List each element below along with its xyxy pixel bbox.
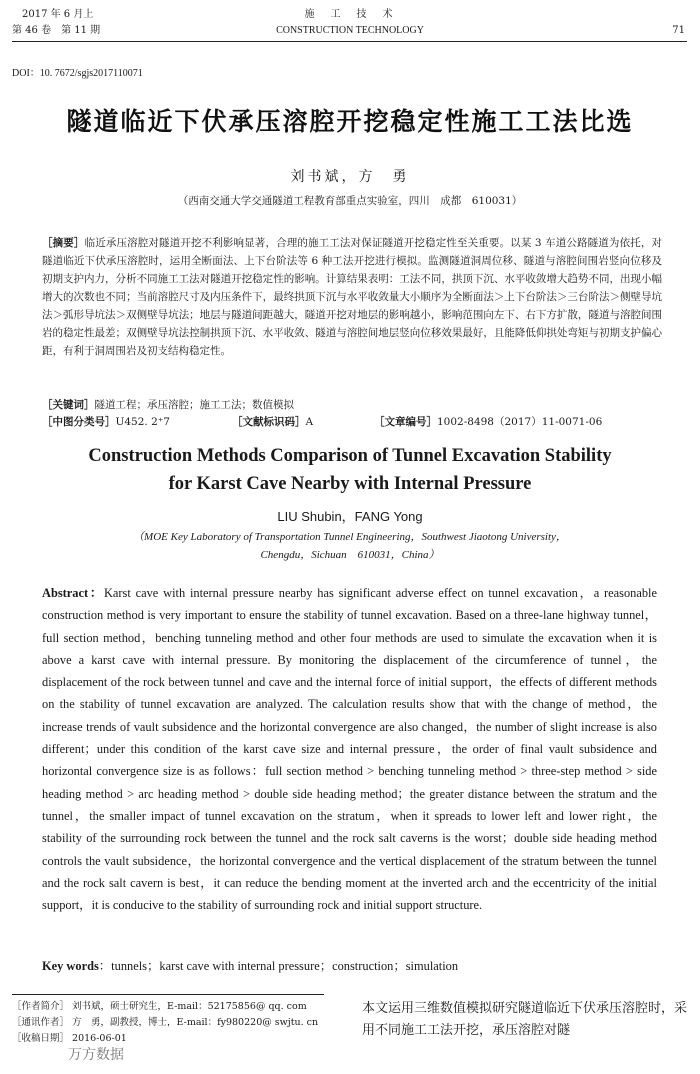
header-date: 2017 年 6 月上 (22, 9, 94, 20)
affiliation-en: （MOE Key Laboratory of Transportation Tunnel Engineering，Southwest Jiaotong University， Chengdu，Sichuan 610031，China） (133, 531, 567, 561)
abstract-en (42, 582, 657, 916)
clc-code: ［中图分类号］U452. 2⁺7 (42, 416, 170, 428)
authors-cn: 刘书斌，方 勇 (290, 169, 410, 185)
document-code: ［文献标识码］A (232, 416, 314, 428)
abstract-en-label: Abstract： (42, 586, 104, 600)
footnote-corresponding: ［通讯作者］ 方 勇，副教授，博士，E-mail：fy980220@ swjtu. cn (12, 1017, 319, 1028)
keywords-en (42, 956, 657, 974)
page-number: 71 (672, 25, 685, 36)
keywords-cn-text: 隧道工程；承压溶腔；施工工法；数值模拟 (94, 399, 294, 411)
header-volume: 第 46 卷 第 11 期 (12, 25, 101, 36)
keywords-cn (42, 396, 662, 414)
authors-en: LIU Shubin，FANG Yong (277, 509, 423, 524)
watermark: 万方数据 (68, 1047, 124, 1063)
affiliation-cn: （西南交通大学交通隧道工程教育部重点实验室，四川 成都 610031） (177, 195, 523, 207)
footnote-rule (12, 994, 324, 995)
header-journal-cn: 施 工 技 术 (304, 9, 396, 20)
abstract-cn-text: 临近承压溶腔对隧道开挖不利影响显著，合理的施工工法对保证隧道开挖稳定性至关重要。以某 3 车道公路隧道为依托，对隧道临近下伏承压溶腔时，运用全断面法、上下台阶法等 6 种工法开挖进行模拟。监测隧道洞周位移、隧道与溶腔间围岩竖向位移及初期支护内力，分析不同施工工法对隧道开挖稳定性的影响。计算结果表明：工法不同，拱顶下沉、水平收敛增大趋势不同，出现小幅增大的次数也不同；当前溶腔尺寸及内压条件下，最终拱顶下沉与水平收敛量大小顺序为全断面法＞上下台阶法＞三台阶法＞侧壁导坑法＞弧形导坑法＞双侧壁导坑法；地层与隧道间距越大，隧道开挖对地层的影响越小，影响范围向左下、右下方扩散，隧道与溶腔间围岩的稳定性最差；双侧壁导坑法控制拱顶下沉、水平收敛、隧道与溶腔间地层竖向位移效果最好，且能降低仰拱处弯矩与初期支护偏心距，有利于洞周围岩及初支结构稳定性。 (42, 237, 662, 357)
title-en-line2: for Karst Cave Nearby with Internal Pressure (168, 474, 532, 494)
title-cn: 隧道临近下伏承压溶腔开挖稳定性施工工法比选 (66, 107, 634, 136)
keywords-en-label: Key words (42, 959, 99, 973)
abstract-cn-label: ［摘要］ (42, 237, 85, 249)
keywords-en-text: ：tunnels；karst cave with internal pressure；construction；simulation (98, 959, 459, 973)
title-en (0, 444, 700, 497)
abstract-en-text: Karst cave with internal pressure nearby has significant adverse effect on tunnel excavation，a reasonable construction method is very important to ensure the stability of tunnel excavation. Based on a three-lane highway tunnel，full section method，benching tunneling method and other four methods are used to simulate the excavation when it is above a karst cave with internal pressure. By monitoring the displacement of the circumference of tunnel，the displacement of the rock between tunnel and cave and the internal force of initial support，the effects of different methods on the stability of tunnel excavation are analyzed. The calculation results show that with the change of method，the increase trends of vault subsidence and the horizontal convergence are also changed，the number of slight increase is also different；under this condition of the karst cave size and internal pressure，the order of final vault subsidence and horizontal convergence size is as follows：full section method > benching tunneling method > three-step method > side heading method > arc heading method > double side heading method；the greater distance between the stratum and the tunnel，the smaller impact of tunnel excavation on the stratum，when it spreads to lower left and lower right，the stability of the surrounding rock between the tunnel and the rock salt caverns is the worst；double side heading method controls the vault subsidence，the horizontal convergence and the vertical displacement of the stratum between the tunnel and the rock salt cavern is best，it can reduce the bending moment at the inverted arch and the eccentricity of the initial support，it is conducive to the stability of surrounding rock and initial support structure. (42, 586, 657, 913)
header-journal-en: CONSTRUCTION TECHNOLOGY (276, 25, 424, 36)
title-en-line1: Construction Methods Comparison of Tunnel Excavation Stability (88, 446, 612, 466)
doi: DOI：10. 7672/sgjs2017110071 (12, 68, 143, 79)
article-number: ［文章编号］1002-8498（2017）11-0071-06 (374, 416, 603, 428)
footnote-received: ［收稿日期］ 2016-06-01 (12, 1033, 127, 1044)
abstract-cn (42, 234, 662, 360)
footnote-author: ［作者简介］ 刘书斌，硕士研究生，E-mail：52175856@ qq. com (12, 1001, 307, 1012)
header-rule (12, 41, 687, 42)
keywords-cn-label: ［关键词］ (42, 399, 95, 411)
body-text: 本文运用三维数值模拟研究隧道临近下伏承压溶腔时，采用不同施工工法开挖，承压溶腔对隧 (362, 1001, 688, 1038)
